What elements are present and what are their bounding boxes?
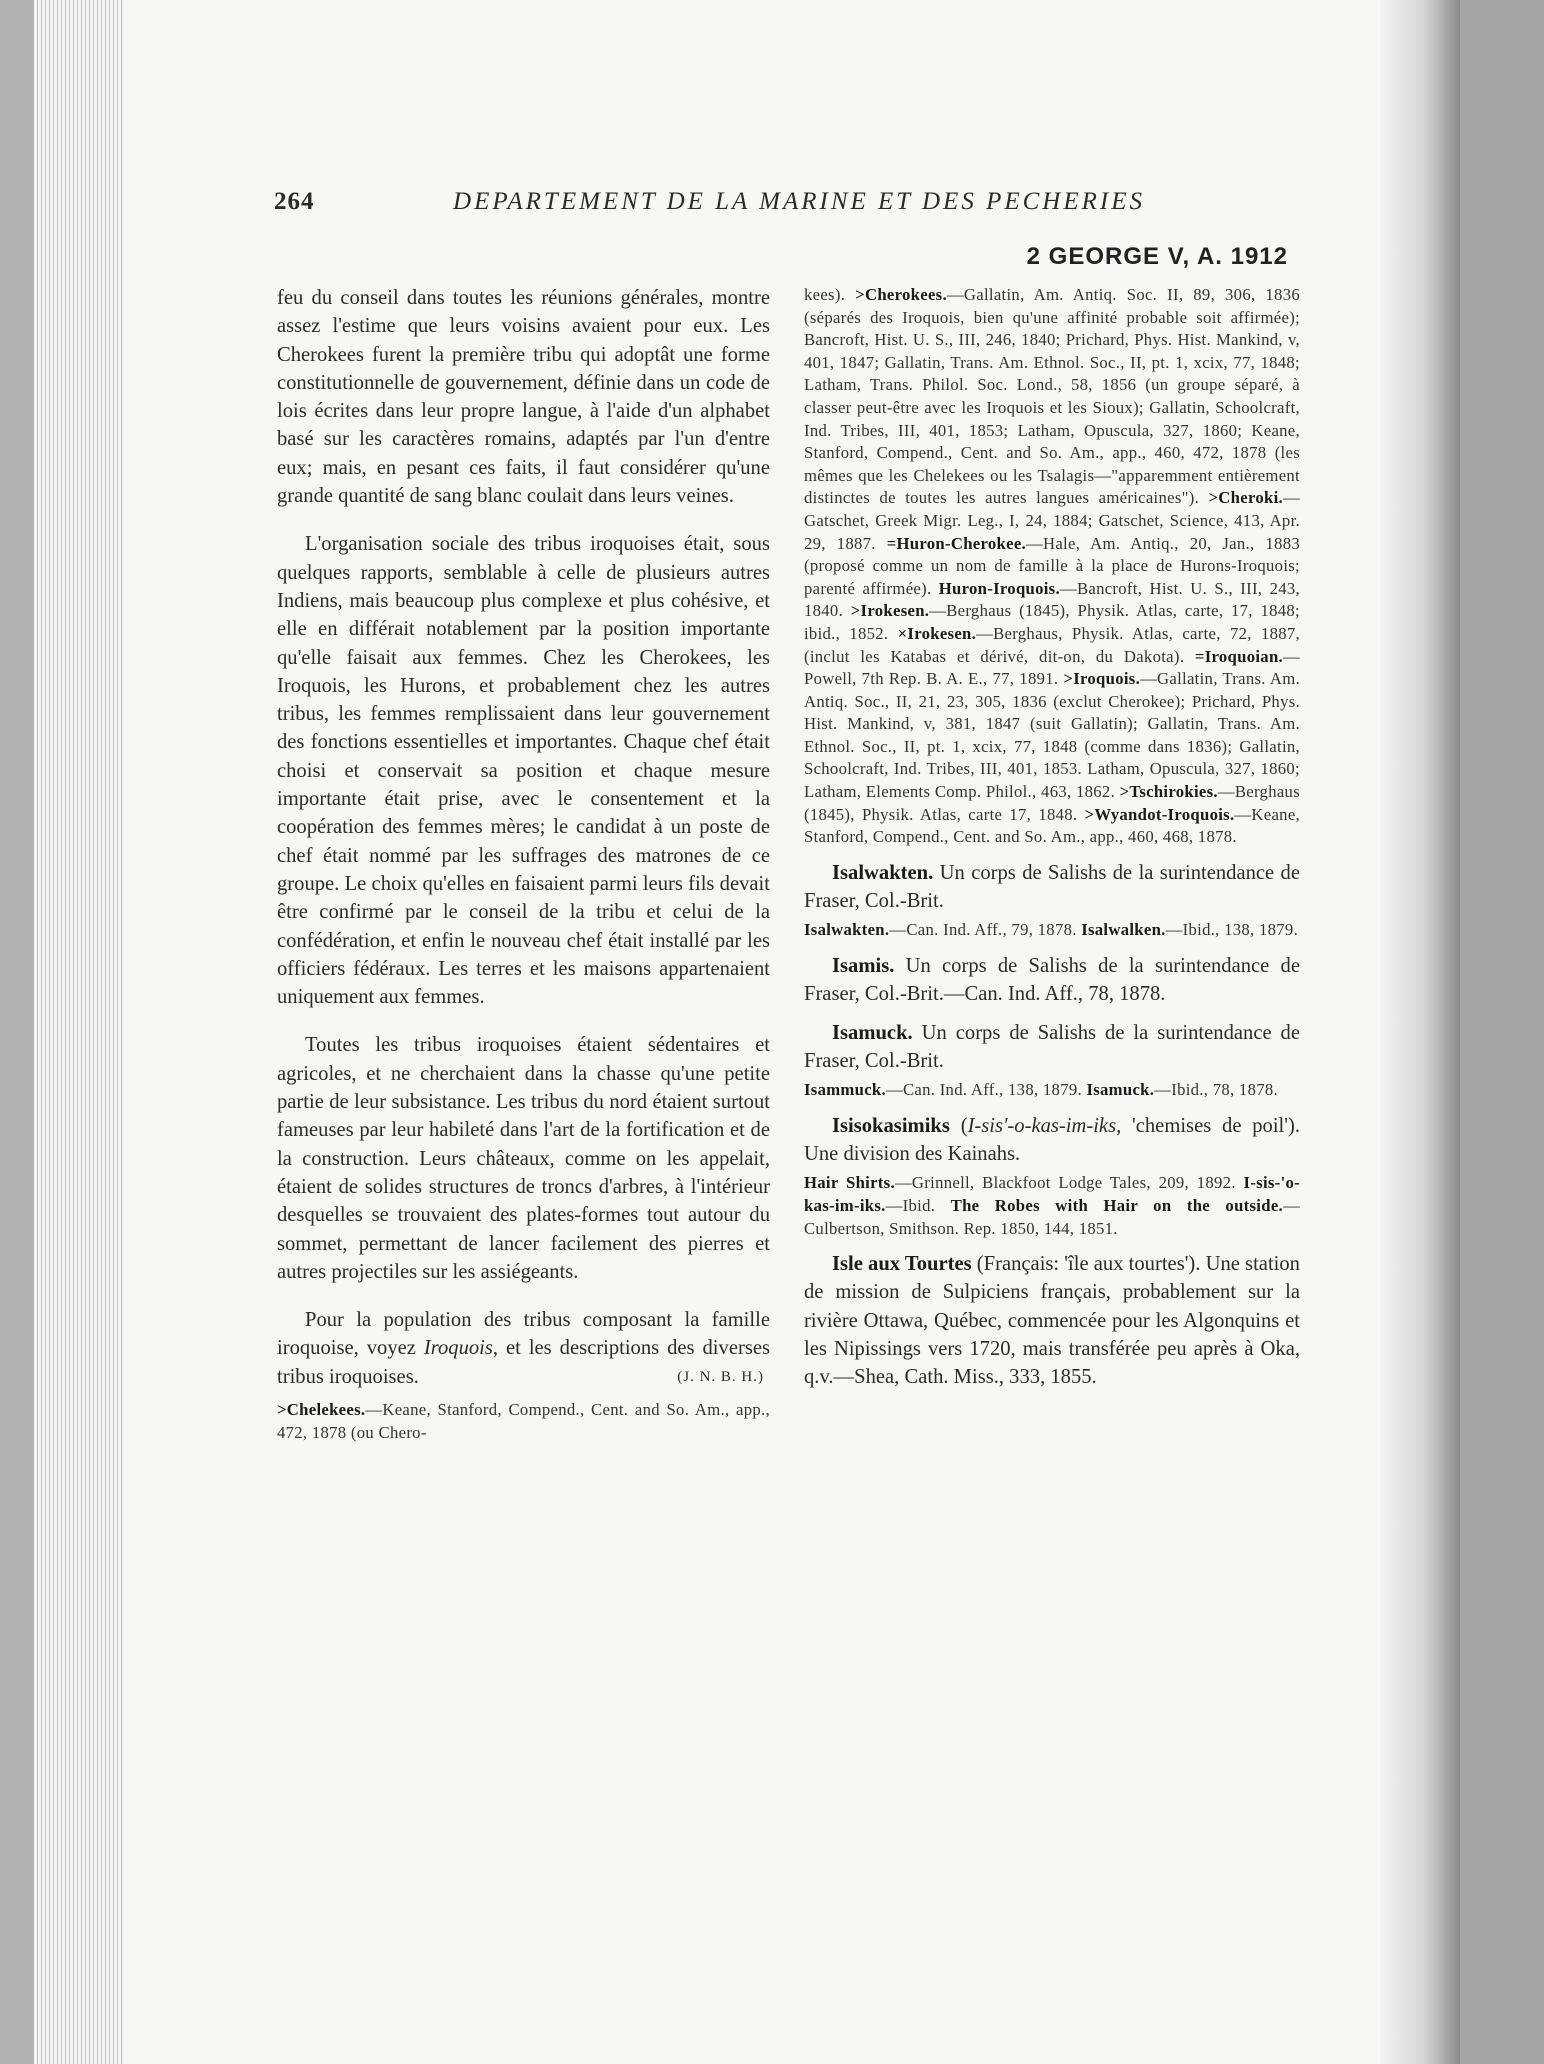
entry-definition bbox=[804, 859, 1300, 916]
entry-isle-aux-tourtes bbox=[804, 1250, 1300, 1391]
paragraph-text: Pour la population des tribus composant la famille iroquoise, voyez bbox=[277, 1309, 770, 1360]
synonym-term: Huron-Iroquois. bbox=[938, 578, 1060, 598]
entry-headword: Isisokasimiks bbox=[832, 1114, 950, 1137]
entry-isamuck bbox=[804, 1019, 1300, 1102]
entry-text: Un corps de Salishs de la surintendance de Fraser, Col.-Brit.—Can. Ind. Aff., 78, 1878. bbox=[804, 955, 1300, 1006]
synonym-term: >Tschirokies. bbox=[1119, 782, 1218, 802]
running-header bbox=[274, 188, 1324, 228]
entry-text: ( bbox=[949, 1114, 968, 1137]
entry-isalwakten bbox=[804, 859, 1300, 942]
synonym-citation: —Bancroft, Hist. U. S., III, 243, 1840. bbox=[804, 578, 1300, 621]
synonym-citation: —Berghaus (1845), Physik. Atlas, carte, 17, 1848; ibid., 1852. bbox=[804, 601, 1300, 643]
synonym-citation: —Gallatin, Trans. Am. Antiq. Soc., II, 21, 23, 305, 1836 (exclut Cherokee); Prichard, Phys. Hist. Mankind, v, 381, 1847 (suit Gallatin); Gallatin, Trans. Am. Ethnol. Soc., II, pt. 1, xcix, 77, 1848 (comme dans 1836); Gallatin, Schoolcraft, Ind. Tribes, III, 401, 1853. Latham, Opuscula, 327, 1860; Latham, Elements Comp. Philol., 463, 1862. bbox=[804, 669, 1300, 802]
synonym-term: >Cheroki. bbox=[1208, 488, 1283, 508]
entry-synonymy bbox=[804, 919, 1300, 942]
entry-text: (Français: 'île aux tourtes'). Une station de mission de Sulpiciens français, probablement sur la rivière Ottawa, Québec, commencée pour les Algonquins et les Nipissings vers 1720, mais transférée peu après à Oka, q.v.—Shea, Cath. Miss., 333, 1855. bbox=[804, 1253, 1300, 1389]
page-number: 264 bbox=[274, 188, 315, 215]
synonym-citation: —Berghaus (1845), Physik. Atlas, carte 17, 1848. bbox=[804, 782, 1300, 824]
entry-definition bbox=[804, 1019, 1300, 1076]
synonym-term: >Irokesen. bbox=[850, 601, 930, 621]
synonym-term: =Iroquoian. bbox=[1194, 646, 1283, 666]
synonym-term: The Robes with Hair on the outside. bbox=[950, 1196, 1283, 1215]
paragraph-population-reference bbox=[277, 1306, 770, 1391]
entry-text: Un corps de Salishs de la surintendance de Fraser, Col.-Brit. bbox=[804, 861, 1300, 913]
paragraph-sedentary-tribes: Toutes les tribus iroquoises étaient sédentaires et agricoles, et ne cherchaient dans la chasse qu'une petite partie de leur subsistance. Les tribus du nord étaient surtout fameuses par leur habileté dans l'art de la fortification et de la construction. Leurs châteaux, comme on les appelait, étaient de solides structures de troncs d'arbres, à l'intérieur desquelles se trouvaient des plates-formes tout autour du sommet, permettant de lancer facilement des pierres et autres projectiles sur les assiégeants. bbox=[277, 1034, 770, 1283]
synonym-citation: —Gatschet, Greek Migr. Leg., I, 24, 1884; Gatschet, Science, 413, Apr. 29, 1887. bbox=[804, 488, 1300, 553]
synonym-citation: —Powell, 7th Rep. B. A. E., 77, 1891. bbox=[804, 646, 1300, 689]
session-label: 2 GEORGE V, A. 1912 bbox=[1026, 243, 1288, 270]
synonym-term: Isalwakten. bbox=[804, 920, 890, 940]
synonym-term: Isalwalken. bbox=[1081, 920, 1166, 940]
left-column bbox=[277, 284, 770, 1444]
book-page-edges bbox=[34, 0, 124, 2064]
synonym-citation: —Ibid. bbox=[885, 1196, 951, 1215]
scanner-background-right bbox=[1460, 0, 1544, 2064]
entry-headword: Isalwakten. bbox=[832, 861, 934, 884]
running-title: DEPARTEMENT DE LA MARINE ET DES PECHERIES bbox=[453, 188, 1145, 215]
entry-headword: Isamis. bbox=[832, 955, 895, 978]
entry-isamis bbox=[804, 952, 1300, 1009]
synonym-term: >Chelekees. bbox=[277, 1399, 366, 1419]
synonymy-continuation bbox=[804, 284, 1300, 849]
synonymy-start bbox=[277, 1399, 770, 1444]
cross-reference: Iroquois bbox=[423, 1337, 493, 1360]
entry-definition bbox=[804, 952, 1300, 1009]
entry-native-term: I-sis'-o-kas-im-iks bbox=[967, 1114, 1117, 1137]
entry-headword: Isle aux Tourtes bbox=[832, 1253, 972, 1276]
entry-synonymy bbox=[804, 1172, 1300, 1240]
synonym-citation: —Culbertson, Smithson. Rep. 1850, 144, 1851. bbox=[804, 1196, 1300, 1238]
synonym-term: I-sis-'o-kas-im-iks. bbox=[804, 1173, 1301, 1215]
synonym-term: >Cherokees. bbox=[855, 285, 947, 304]
synonym-citation: —Can. Ind. Aff., 79, 1878. bbox=[889, 920, 1082, 940]
synonym-citation: —Gallatin, Am. Antiq. Soc. II, 89, 306, 1836 (séparés des Iroquois, bien qu'une affinité probable soit affirmée); Bancroft, Hist. U. S., III, 246, 1840; Prichard, Phys. Hist. Mankind, v, 401, 1847; Gallatin, Trans. Am. Ethnol. Soc., II, pt. 1, xcix, 77, 1848; Latham, Trans. Philol. Soc. Lond., 58, 1856 (un groupe séparé, à classer peut-être avec les Iroquois et les Sioux); Gallatin, Schoolcraft, Ind. Tribes, III, 401, 1853; Latham, Opuscula, 327, 1860; Keane, Stanford, Compend., Cent. and So. Am., app., 460, 472, 1878 (les mêmes que les Chelekees ou les Tsalagis—"apparemment entièrement distinctes de toutes les autres langues américaines"). bbox=[804, 285, 1300, 508]
synonym-citation: —Berghaus, Physik. Atlas, carte, 72, 1887, (inclut les Katabas et dérivé, dit-on, du Dakota). bbox=[804, 623, 1300, 666]
right-column bbox=[804, 284, 1300, 1392]
entry-text: , 'chemises de poil'). Une division des Kainahs. bbox=[804, 1114, 1300, 1166]
entry-isisokasimiks bbox=[804, 1112, 1300, 1240]
synonym-citation: —Grinnell, Blackfoot Lodge Tales, 209, 1892. bbox=[894, 1173, 1244, 1193]
entry-text: Un corps de Salishs de la surintendance de Fraser, Col.-Brit. bbox=[804, 1021, 1300, 1072]
synonym-citation: —Hale, Am. Antiq., 20, Jan., 1883 (proposé comme un nom de famille à la place de Hurons-Iroquois; parenté affirmée). bbox=[804, 533, 1300, 598]
synonym-term: ×Irokesen. bbox=[897, 623, 977, 643]
synonym-citation: —Ibid., 138, 1879. bbox=[1165, 920, 1299, 940]
synonym-term: >Wyandot-Iroquois. bbox=[1084, 804, 1235, 824]
synonym-citation: —Keane, Stanford, Compend., Cent. and So. Am., app., 460, 468, 1878. bbox=[804, 804, 1300, 847]
synonym-term: >Iroquois. bbox=[1063, 669, 1141, 689]
synonym-term: =Huron-Cherokee. bbox=[886, 533, 1026, 553]
paragraph-text: , et les descriptions des diverses tribus iroquoises. bbox=[277, 1337, 770, 1388]
paragraph-social-organization: L'organisation sociale des tribus iroquoises était, sous quelques rapports, semblable à celle de plusieurs autres Indiens, mais beaucoup plus complexe et plus cohésive, et elle en différait notablement par la position importante qu'elle faisait aux femmes. Chez les Cherokees, les Iroquois, les Hurons, et probablement chez les autres tribus, les femmes remplissaient dans leur gouvernement des fonctions essentielles et importantes. Chaque chef était choisi et conservait sa position et chaque mesure importante était prise, avec le consentement et la coopération des femmes mères; le candidat à un poste de chef était nommé par les suffrages des matrones de ce groupe. Le choix qu'elles en faisaient parmi leurs fils devait être confirmé par le conseil de la tribu et celui de la confédération, et enfin le nouveau chef était installé par les officiers fédéraux. Les terres et les maisons appartenaient uniquement aux femmes. bbox=[277, 533, 770, 1009]
entry-definition bbox=[804, 1112, 1300, 1169]
synonym-citation: —Can. Ind. Aff., 138, 1879. bbox=[885, 1080, 1087, 1100]
entry-headword: Isamuck. bbox=[832, 1021, 913, 1044]
synonym-term: Isamuck. bbox=[1086, 1080, 1155, 1100]
entry-definition bbox=[804, 1250, 1300, 1391]
synonym-citation: kees). bbox=[804, 285, 856, 304]
synonym-citation: —Ibid., 78, 1878. bbox=[1154, 1080, 1278, 1100]
paragraph-council: feu du conseil dans toutes les réunions générales, montre assez l'estime que leurs voisins avaient pour eux. Les Cherokees furent la première tribu qui adoptât une forme constitutionnelle de gouvernement, définie dans un code de lois écrites dans leur propre langue, à l'aide d'un alphabet basé sur les caractères romains, adaptés par l'un d'entre eux; mais, en pesant ces faits, il faut considérer qu'une grande quantité de sang blanc coulait dans leurs veines. bbox=[277, 287, 770, 508]
author-initials: (J. N. B. H.) bbox=[677, 1368, 764, 1385]
synonym-citation: —Keane, Stanford, Compend., Cent. and So. Am., app., 472, 1878 (ou Chero- bbox=[277, 1399, 770, 1442]
book-gutter-shadow bbox=[1380, 0, 1460, 2064]
synonym-term: Isammuck. bbox=[804, 1080, 886, 1100]
entry-synonymy bbox=[804, 1079, 1300, 1102]
synonym-term: Hair Shirts. bbox=[804, 1173, 895, 1193]
